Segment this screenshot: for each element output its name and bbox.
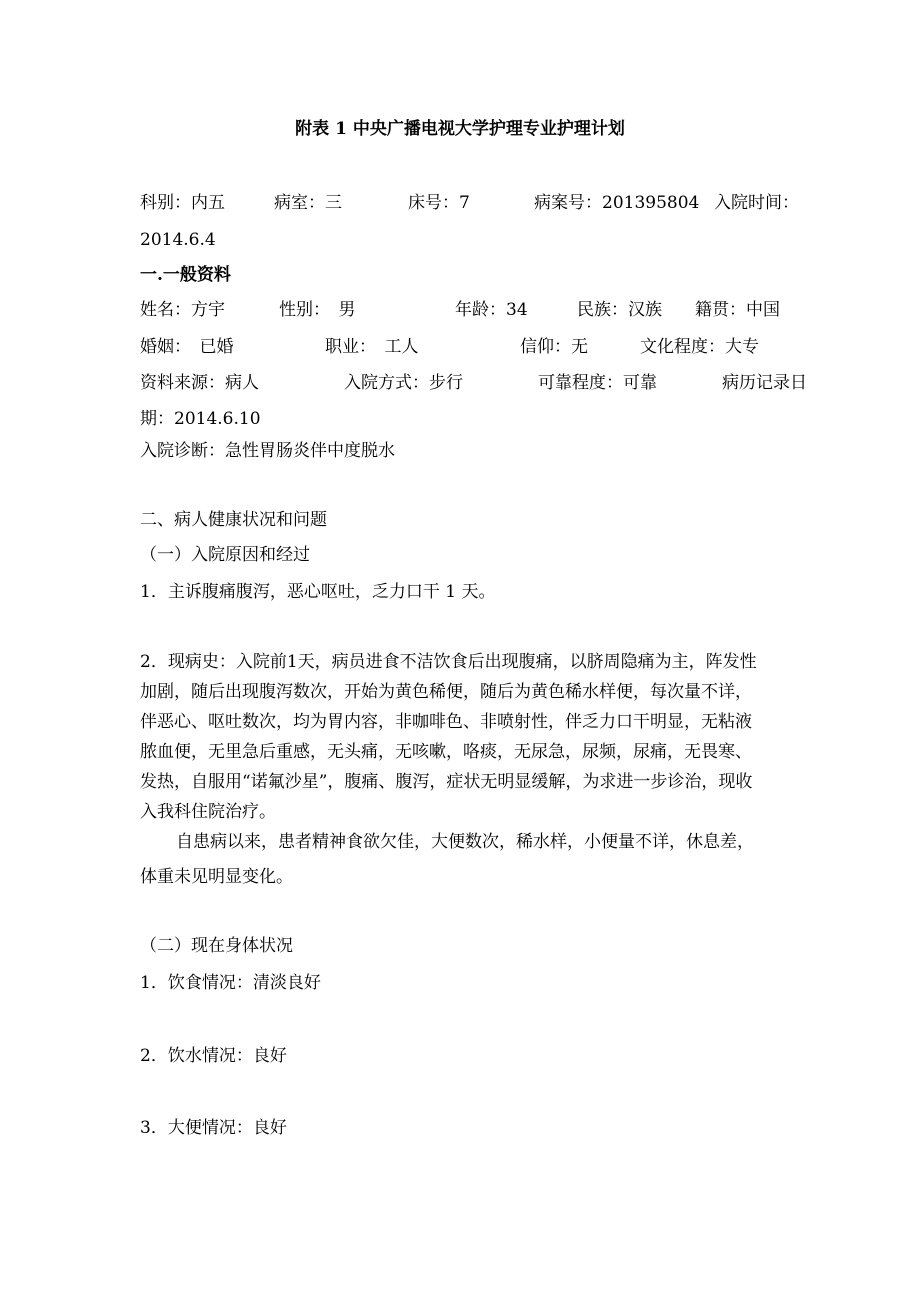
age-field: 年龄：34 (455, 300, 528, 320)
chief-complaint: 1．主诉腹痛腹泻，恶心呕吐，乏力口干 1 天。 (140, 582, 496, 602)
occupation-field: 职业： 工人 (325, 337, 419, 357)
ethnicity-field: 民族：汉族 (577, 300, 662, 320)
section-health-heading: 二、病人健康状况和问题 (140, 510, 327, 530)
dept-field: 科别：内五 (140, 193, 225, 213)
record-no-field: 病案号：201395804 (534, 193, 700, 213)
gender-field: 性别： 男 (279, 300, 356, 320)
history-line: 伴恶心、呕吐数次，均为胃内容，非咖啡色、非喷射性，伴乏力口干明显，无粘液 (140, 712, 752, 732)
record-date-label: 病历记录日 (722, 373, 807, 393)
belief-field: 信仰：无 (520, 337, 588, 357)
section-general-heading: 一.一般资料 (140, 265, 231, 285)
subsection-physical-heading: （二）现在身体状况 (140, 936, 293, 956)
admit-time-label: 入院时间： (714, 193, 799, 213)
history-line: 入我科住院治疗。 (140, 802, 276, 822)
stool-status: 3．大便情况：良好 (140, 1118, 287, 1138)
diet-status: 1．饮食情况：清淡良好 (140, 973, 321, 993)
history-line: 发热，自服用“诺氟沙星”，腹痛、腹泻，症状无明显缓解，为求进一步诊治，现收 (140, 772, 753, 792)
admit-mode-field: 入院方式：步行 (344, 373, 463, 393)
subsection-admission-heading: （一）入院原因和经过 (140, 545, 310, 565)
bed-field: 床号：7 (408, 193, 470, 213)
water-intake-status: 2．饮水情况：良好 (140, 1046, 287, 1066)
name-field: 姓名：方宇 (140, 300, 225, 320)
source-field: 资料来源：病人 (140, 373, 259, 393)
native-place-field: 籍贯：中国 (695, 300, 780, 320)
page-title: 附表 1 中央广播电视大学护理专业护理计划 (295, 119, 625, 139)
since-illness-line: 体重未见明显变化。 (140, 867, 293, 887)
history-line: 脓血便，无里急后重感，无头痛，无咳嗽，咯痰，无尿急，尿频，尿痛，无畏寒、 (140, 742, 752, 762)
record-date-value: 期：2014.6.10 (140, 409, 261, 429)
history-line: 2．现病史：入院前1天，病员进食不洁饮食后出现腹痛，以脐周隐痛为主，阵发性 (140, 652, 757, 672)
marital-field: 婚姻： 已婚 (140, 337, 234, 357)
since-illness-line: 自患病以来，患者精神食欲欠佳，大便数次，稀水样，小便量不详，休息差， (176, 832, 754, 852)
reliability-field: 可靠程度：可靠 (538, 373, 657, 393)
history-line: 加剧，随后出现腹泻数次，开始为黄色稀便，随后为黄色稀水样便，每次量不详， (140, 682, 752, 702)
education-field: 文化程度：大专 (640, 337, 759, 357)
admit-time-value: 2014.6.4 (140, 230, 216, 250)
diagnosis-field: 入院诊断：急性胃肠炎伴中度脱水 (140, 441, 395, 461)
ward-field: 病室：三 (274, 193, 342, 213)
